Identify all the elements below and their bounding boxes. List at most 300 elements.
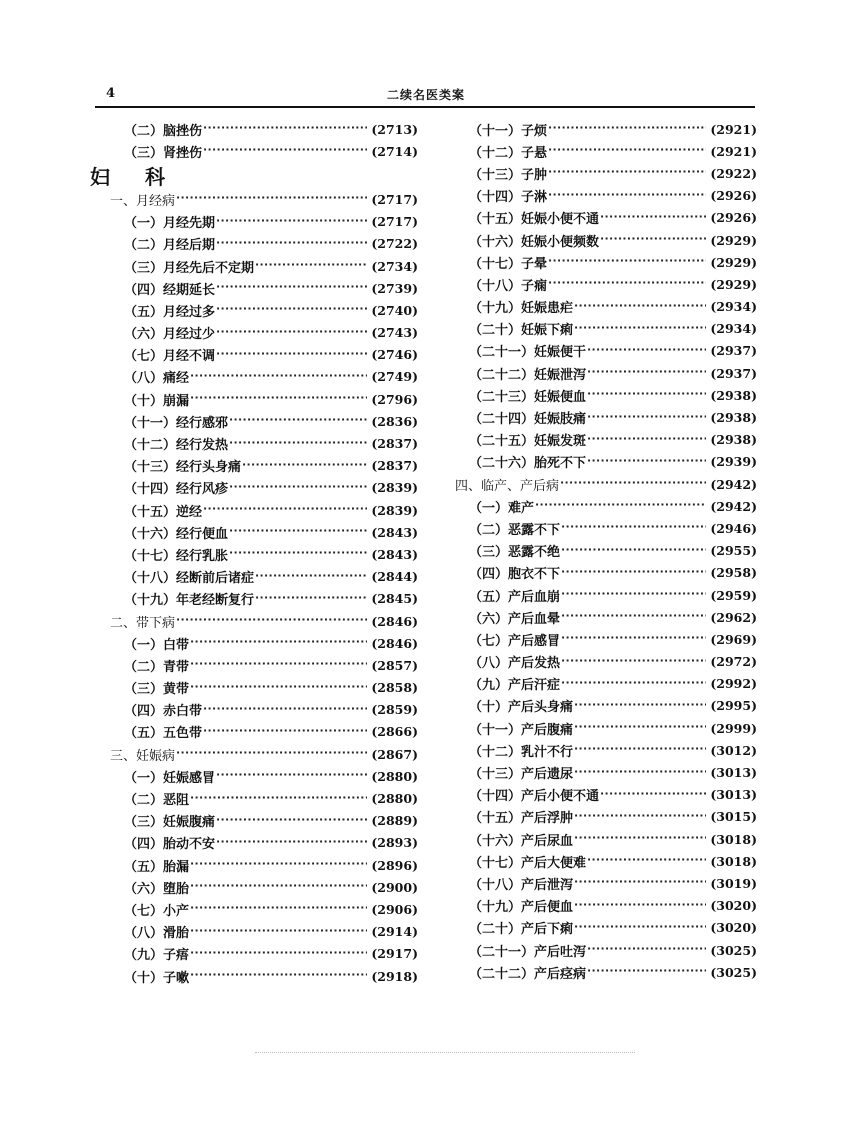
toc-entry-number: （五） bbox=[124, 726, 164, 742]
leader-dots bbox=[561, 544, 706, 558]
toc-entry-title: 产后汗症 bbox=[508, 678, 561, 694]
toc-entry-page: (2938) bbox=[710, 410, 757, 426]
toc-entry-number: （三） bbox=[469, 545, 509, 561]
toc-entry-number: （十九） bbox=[469, 900, 522, 916]
toc-entry-number: （十） bbox=[469, 700, 509, 716]
toc-entry-page: (2734) bbox=[371, 258, 418, 274]
leader-dots bbox=[574, 322, 706, 336]
toc-entry bbox=[455, 673, 757, 695]
toc-entry bbox=[90, 477, 418, 499]
toc-entry-page: (2992) bbox=[710, 676, 757, 692]
leader-dots bbox=[548, 144, 706, 158]
toc-entry-page: (3018) bbox=[710, 831, 757, 847]
toc-entry-title: 妊娠下痢 bbox=[521, 323, 574, 339]
toc-entry-number: （二十六） bbox=[469, 456, 535, 472]
toc-entry-title: 恶露不下 bbox=[508, 522, 561, 538]
leader-dots bbox=[176, 747, 367, 761]
toc-entry-page: (2746) bbox=[371, 347, 418, 363]
leader-dots bbox=[255, 259, 367, 273]
toc-entry-title: 白带 bbox=[163, 637, 190, 653]
leader-dots bbox=[574, 832, 706, 846]
toc-entry-title: 妊娠病 bbox=[136, 748, 176, 764]
page-header bbox=[98, 84, 754, 106]
toc-entry bbox=[90, 632, 418, 654]
toc-entry-page: (3013) bbox=[710, 787, 757, 803]
toc-entry-title: 小产 bbox=[163, 903, 190, 919]
toc-section-entry bbox=[90, 743, 418, 765]
toc-entry-number: （六） bbox=[469, 611, 509, 627]
toc-entry bbox=[90, 299, 418, 321]
toc-entry-title: 胎死不下 bbox=[534, 456, 587, 472]
leader-dots bbox=[216, 237, 367, 251]
leader-dots bbox=[255, 570, 367, 584]
toc-entry-title: 产后泄泻 bbox=[521, 877, 574, 893]
toc-entry-title: 妊娠便血 bbox=[534, 389, 587, 405]
toc-entry bbox=[90, 699, 418, 721]
toc-entry-title: 赤白带 bbox=[163, 704, 203, 720]
toc-entry bbox=[90, 388, 418, 410]
leader-dots bbox=[548, 189, 706, 203]
toc-entry-number: （九） bbox=[124, 948, 164, 964]
toc-entry bbox=[455, 229, 757, 251]
leader-dots bbox=[574, 300, 706, 314]
leader-dots bbox=[561, 610, 706, 624]
toc-entry-title: 难产 bbox=[508, 500, 535, 516]
toc-entry-page: (2880) bbox=[371, 768, 418, 784]
toc-entry-number: （十三） bbox=[469, 767, 522, 783]
toc-entry bbox=[90, 765, 418, 787]
leader-dots bbox=[561, 521, 706, 535]
toc-entry-number: （十一） bbox=[469, 722, 522, 738]
toc-entry-title: 妊娠发斑 bbox=[534, 434, 587, 450]
toc-entry-title: 子痫 bbox=[521, 278, 548, 294]
toc-entry-title: 乳汁不行 bbox=[521, 744, 574, 760]
toc-entry-title: 产后血崩 bbox=[508, 589, 561, 605]
toc-entry-page: (2999) bbox=[710, 720, 757, 736]
toc-entry-title: 产后便血 bbox=[521, 900, 574, 916]
leader-dots bbox=[229, 414, 367, 428]
toc-entry-number: （二十五） bbox=[469, 434, 535, 450]
leader-dots bbox=[203, 725, 367, 739]
toc-entry-page: (2929) bbox=[710, 276, 757, 292]
toc-entry bbox=[455, 961, 757, 983]
toc-entry-number: （一） bbox=[124, 637, 164, 653]
toc-entry bbox=[455, 118, 757, 140]
toc-entry-number: （十四） bbox=[469, 190, 522, 206]
toc-entry-title: 恶阻 bbox=[163, 793, 190, 809]
toc-entry-title: 子晕 bbox=[521, 256, 548, 272]
toc-entry-number: （三） bbox=[124, 260, 164, 276]
toc-entry-number: （七） bbox=[124, 903, 164, 919]
book-title: 二续名医类案 bbox=[386, 88, 465, 102]
toc-entry-title: 胎动不安 bbox=[163, 837, 216, 853]
leader-dots bbox=[216, 836, 367, 850]
toc-entry-number: （三） bbox=[124, 815, 164, 831]
leader-dots bbox=[216, 326, 367, 340]
toc-entry-page: (2946) bbox=[710, 520, 757, 536]
toc-entry bbox=[455, 185, 757, 207]
toc-entry-page: (2962) bbox=[710, 609, 757, 625]
toc-entry-number: （二） bbox=[124, 123, 164, 139]
toc-entry-title: 经行发热 bbox=[176, 438, 229, 454]
toc-entry-number: 三、 bbox=[110, 748, 137, 764]
toc-entry-page: (2714) bbox=[371, 143, 418, 159]
toc-entry-number: （二十） bbox=[469, 323, 522, 339]
toc-entry-page: (3018) bbox=[710, 853, 757, 869]
toc-entry-page: (2717) bbox=[371, 191, 418, 207]
toc-entry-title: 临产、产后病 bbox=[481, 478, 560, 494]
toc-entry-title: 产后血晕 bbox=[508, 611, 561, 627]
leader-dots bbox=[229, 547, 367, 561]
leader-dots bbox=[587, 433, 706, 447]
toc-entry bbox=[90, 787, 418, 809]
toc-entry bbox=[455, 429, 757, 451]
toc-entry-page: (2846) bbox=[371, 635, 418, 651]
leader-dots bbox=[587, 455, 706, 469]
toc-entry-title: 月经病 bbox=[136, 193, 176, 209]
toc-entry-page: (2972) bbox=[710, 654, 757, 670]
toc-entry-number: 二、 bbox=[110, 615, 137, 631]
leader-dots bbox=[600, 211, 706, 225]
toc-entry-number: （四） bbox=[124, 704, 164, 720]
toc-entry-number: （十六） bbox=[124, 526, 177, 542]
toc-entry bbox=[455, 296, 757, 318]
toc-entry-page: (2958) bbox=[710, 565, 757, 581]
toc-entry-page: (2938) bbox=[710, 387, 757, 403]
toc-entry bbox=[90, 898, 418, 920]
toc-entry-title: 脑挫伤 bbox=[163, 123, 203, 139]
toc-entry bbox=[455, 384, 757, 406]
leader-dots bbox=[190, 792, 367, 806]
leader-dots bbox=[548, 166, 706, 180]
toc-entry-page: (2937) bbox=[710, 343, 757, 359]
toc-entry-title: 子痦 bbox=[163, 948, 190, 964]
toc-entry-title: 胞衣不下 bbox=[508, 567, 561, 583]
toc-entry-number: （四） bbox=[124, 837, 164, 853]
page-number: 4 bbox=[106, 86, 116, 101]
leader-dots bbox=[203, 503, 367, 517]
toc-entry-number: （十九） bbox=[124, 593, 177, 609]
toc-entry-number: （十五） bbox=[124, 504, 177, 520]
toc-entry bbox=[90, 854, 418, 876]
leader-dots bbox=[561, 677, 706, 691]
toc-entry bbox=[90, 876, 418, 898]
toc-entry-page: (3020) bbox=[710, 920, 757, 936]
toc-entry-page: (2896) bbox=[371, 857, 418, 873]
leader-dots bbox=[190, 925, 367, 939]
leader-dots bbox=[176, 614, 367, 628]
toc-entry-title: 逆经 bbox=[176, 504, 203, 520]
toc-entry bbox=[455, 651, 757, 673]
toc-entry-number: （二十一） bbox=[469, 345, 535, 361]
toc-entry-number: （十三） bbox=[469, 167, 522, 183]
toc-entry-page: (2942) bbox=[710, 498, 757, 514]
toc-entry-title: 子淋 bbox=[521, 190, 548, 206]
toc-entry bbox=[455, 806, 757, 828]
toc-entry-title: 产后头身痛 bbox=[508, 700, 574, 716]
toc-entry-number: （六） bbox=[124, 881, 164, 897]
toc-entry-title: 妊娠小便不通 bbox=[521, 212, 600, 228]
toc-entry-page: (3013) bbox=[710, 765, 757, 781]
toc-entry bbox=[455, 318, 757, 340]
toc-entry-title: 月经过多 bbox=[163, 304, 216, 320]
toc-entry-page: (2906) bbox=[371, 901, 418, 917]
toc-entry-number: （二十二） bbox=[469, 966, 535, 982]
toc-entry-title: 经行乳胀 bbox=[176, 548, 229, 564]
toc-entry-page: (2867) bbox=[371, 746, 418, 762]
toc-entry-number: （二十一） bbox=[469, 944, 535, 960]
toc-entry bbox=[90, 455, 418, 477]
toc-entry bbox=[90, 521, 418, 543]
toc-entry-page: (3025) bbox=[710, 942, 757, 958]
toc-entry bbox=[455, 628, 757, 650]
toc-entry-title: 产后发热 bbox=[508, 656, 561, 672]
header-rule bbox=[95, 106, 755, 108]
toc-entry-page: (2844) bbox=[371, 569, 418, 585]
toc-entry-number: （五） bbox=[124, 304, 164, 320]
toc-entry bbox=[455, 140, 757, 162]
toc-entry-page: (2739) bbox=[371, 280, 418, 296]
leader-dots bbox=[535, 499, 706, 513]
toc-entry-page: (2713) bbox=[371, 121, 418, 137]
toc-entry bbox=[90, 211, 418, 233]
toc-entry-title: 肾挫伤 bbox=[163, 145, 203, 161]
toc-entry-page: (2959) bbox=[710, 587, 757, 603]
toc-entry bbox=[90, 654, 418, 676]
toc-entry-page: (2937) bbox=[710, 365, 757, 381]
toc-entry-number: （十一） bbox=[469, 123, 522, 139]
toc-entry-title: 产后感冒 bbox=[508, 633, 561, 649]
toc-entry-page: (2846) bbox=[371, 613, 418, 629]
toc-entry bbox=[455, 517, 757, 539]
leader-dots bbox=[548, 255, 706, 269]
toc-entry bbox=[90, 322, 418, 344]
toc-entry bbox=[455, 495, 757, 517]
toc-entry bbox=[455, 850, 757, 872]
toc-entry-page: (2918) bbox=[371, 968, 418, 984]
toc-entry-number: （十五） bbox=[469, 811, 522, 827]
toc-entry-title: 经行头身痛 bbox=[176, 460, 242, 476]
toc-entry-title: 月经先后不定期 bbox=[163, 260, 255, 276]
toc-entry bbox=[90, 410, 418, 432]
toc-entry-title: 经行风疹 bbox=[176, 482, 229, 498]
leader-dots bbox=[561, 632, 706, 646]
leader-dots bbox=[587, 366, 706, 380]
leader-dots bbox=[190, 370, 367, 384]
toc-entry-title: 月经不调 bbox=[163, 349, 216, 365]
toc-left-column bbox=[90, 118, 418, 987]
toc-entry-title: 产后大便难 bbox=[521, 855, 587, 871]
leader-dots bbox=[190, 880, 367, 894]
toc-entry-number: （二十二） bbox=[469, 367, 535, 383]
toc-entry-number: （一） bbox=[124, 216, 164, 232]
toc-entry-title: 恶露不绝 bbox=[508, 545, 561, 561]
toc-entry-number: 四、 bbox=[455, 478, 482, 494]
leader-dots bbox=[229, 481, 367, 495]
toc-entry-number: （十七） bbox=[469, 256, 522, 272]
toc-entry-title: 堕胎 bbox=[163, 881, 190, 897]
toc-entry bbox=[455, 761, 757, 783]
toc-entry-number: （二） bbox=[469, 522, 509, 538]
leader-dots bbox=[560, 477, 706, 491]
toc-entry-title: 产后遗尿 bbox=[521, 767, 574, 783]
toc-entry bbox=[455, 340, 757, 362]
leader-dots bbox=[190, 947, 367, 961]
leader-dots bbox=[548, 277, 706, 291]
leader-dots bbox=[216, 814, 367, 828]
chapter-heading: 妇 科 bbox=[90, 164, 179, 189]
toc-entry bbox=[455, 872, 757, 894]
leader-dots bbox=[216, 348, 367, 362]
toc-entry-title: 月经后期 bbox=[163, 238, 216, 254]
toc-entry-number: （十四） bbox=[469, 789, 522, 805]
leader-dots bbox=[203, 144, 367, 158]
toc-entry-title: 崩漏 bbox=[163, 393, 190, 409]
toc-entry bbox=[90, 965, 418, 987]
toc-entry bbox=[90, 921, 418, 943]
toc-entry bbox=[455, 739, 757, 761]
toc-entry-page: (2740) bbox=[371, 302, 418, 318]
toc-entry-page: (2722) bbox=[371, 236, 418, 252]
toc-entry-page: (2914) bbox=[371, 924, 418, 940]
toc-entry bbox=[90, 566, 418, 588]
leader-dots bbox=[561, 655, 706, 669]
toc-entry-page: (3015) bbox=[710, 809, 757, 825]
toc-entry-number: （十八） bbox=[469, 877, 522, 893]
toc-entry-title: 妊娠小便频数 bbox=[521, 234, 600, 250]
toc-entry-title: 子嗽 bbox=[163, 970, 190, 986]
toc-entry-page: (2857) bbox=[371, 657, 418, 673]
toc-entry-number: （五） bbox=[469, 589, 509, 605]
leader-dots bbox=[600, 233, 706, 247]
leader-dots bbox=[216, 303, 367, 317]
leader-dots bbox=[190, 681, 367, 695]
toc-entry-number: （十三） bbox=[124, 460, 177, 476]
toc-entry-page: (2843) bbox=[371, 524, 418, 540]
toc-entry-title: 经行便血 bbox=[176, 526, 229, 542]
toc-entry-title: 子肿 bbox=[521, 167, 548, 183]
toc-entry-number: （五） bbox=[124, 859, 164, 875]
leader-dots bbox=[574, 721, 706, 735]
leader-dots bbox=[561, 566, 706, 580]
toc-entry-title: 子悬 bbox=[521, 145, 548, 161]
toc-entry-page: (2942) bbox=[710, 476, 757, 492]
toc-entry bbox=[455, 939, 757, 961]
toc-entry-number: （十二） bbox=[124, 438, 177, 454]
toc-section-entry bbox=[455, 473, 757, 495]
toc-entry-number: （一） bbox=[469, 500, 509, 516]
toc-entry bbox=[90, 255, 418, 277]
toc-entry-title: 产后浮肿 bbox=[521, 811, 574, 827]
toc-entry-title: 妊娠肢痛 bbox=[534, 412, 587, 428]
toc-entry-page: (2921) bbox=[710, 121, 757, 137]
leader-dots bbox=[255, 592, 367, 606]
toc-entry bbox=[455, 895, 757, 917]
toc-entry-title: 产后小便不通 bbox=[521, 789, 600, 805]
toc-section-entry bbox=[90, 188, 418, 210]
toc-entry-number: （二） bbox=[124, 659, 164, 675]
scan-footer-noise bbox=[255, 1052, 635, 1054]
toc-entry-title: 月经先期 bbox=[163, 216, 216, 232]
toc-entry bbox=[90, 588, 418, 610]
toc-entry-page: (2858) bbox=[371, 680, 418, 696]
toc-entry-page: (2917) bbox=[371, 946, 418, 962]
toc-entry-page: (2926) bbox=[710, 210, 757, 226]
toc-entry-page: (2866) bbox=[371, 724, 418, 740]
toc-entry-page: (2934) bbox=[710, 299, 757, 315]
leader-dots bbox=[190, 858, 367, 872]
toc-entry-title: 妊娠患疟 bbox=[521, 301, 574, 317]
toc-entry-title: 经行感邪 bbox=[176, 415, 229, 431]
toc-entry-page: (2929) bbox=[710, 232, 757, 248]
toc-entry-title: 带下病 bbox=[136, 615, 176, 631]
toc-entry-title: 产后尿血 bbox=[521, 833, 574, 849]
toc-entry-title: 产后腹痛 bbox=[521, 722, 574, 738]
toc-section-entry bbox=[90, 610, 418, 632]
toc-entry-page: (2843) bbox=[371, 546, 418, 562]
leader-dots bbox=[587, 388, 706, 402]
toc-entry bbox=[90, 943, 418, 965]
toc-entry bbox=[455, 784, 757, 806]
toc-entry-number: （二十三） bbox=[469, 389, 535, 405]
toc-entry-number: （三） bbox=[124, 145, 164, 161]
toc-entry bbox=[455, 584, 757, 606]
toc-entry-number: （二十四） bbox=[469, 412, 535, 428]
toc-entry bbox=[455, 362, 757, 384]
toc-entry-number: （十九） bbox=[469, 301, 522, 317]
leader-dots bbox=[574, 921, 706, 935]
toc-entry-title: 黄带 bbox=[163, 682, 190, 698]
toc-entry-page: (2717) bbox=[371, 214, 418, 230]
toc-entry-page: (2955) bbox=[710, 543, 757, 559]
leader-dots bbox=[190, 902, 367, 916]
toc-entry-page: (2929) bbox=[710, 254, 757, 270]
leader-dots bbox=[203, 703, 367, 717]
toc-entry-title: 年老经断复行 bbox=[176, 593, 255, 609]
leader-dots bbox=[203, 122, 367, 136]
toc-entry-number: （十一） bbox=[124, 415, 177, 431]
toc-entry-number: （四） bbox=[124, 282, 164, 298]
toc-entry-page: (2859) bbox=[371, 702, 418, 718]
leader-dots bbox=[190, 636, 367, 650]
toc-entry bbox=[90, 499, 418, 521]
leader-dots bbox=[574, 766, 706, 780]
toc-entry-number: （八） bbox=[124, 926, 164, 942]
leader-dots bbox=[190, 658, 367, 672]
toc-entry bbox=[455, 828, 757, 850]
toc-entry bbox=[455, 695, 757, 717]
toc-entry-number: （十六） bbox=[469, 833, 522, 849]
leader-dots bbox=[574, 810, 706, 824]
toc-entry-title: 痛经 bbox=[163, 371, 190, 387]
toc-entry-title: 经期延长 bbox=[163, 282, 216, 298]
toc-entry-number: （三） bbox=[124, 682, 164, 698]
toc-entry-title: 滑胎 bbox=[163, 926, 190, 942]
leader-dots bbox=[561, 588, 706, 602]
toc-entry-title: 妊娠泄泻 bbox=[534, 367, 587, 383]
leader-dots bbox=[216, 769, 367, 783]
toc-entry-page: (2880) bbox=[371, 791, 418, 807]
toc-entry-page: (2969) bbox=[710, 631, 757, 647]
toc-entry-page: (2921) bbox=[710, 143, 757, 159]
toc-entry bbox=[90, 140, 418, 162]
leader-dots bbox=[229, 525, 367, 539]
leader-dots bbox=[587, 943, 706, 957]
toc-entry-title: 产后痉病 bbox=[534, 966, 587, 982]
toc-entry-title: 产后下痢 bbox=[521, 922, 574, 938]
toc-entry-number: （二） bbox=[124, 238, 164, 254]
toc-entry-page: (3025) bbox=[710, 964, 757, 980]
